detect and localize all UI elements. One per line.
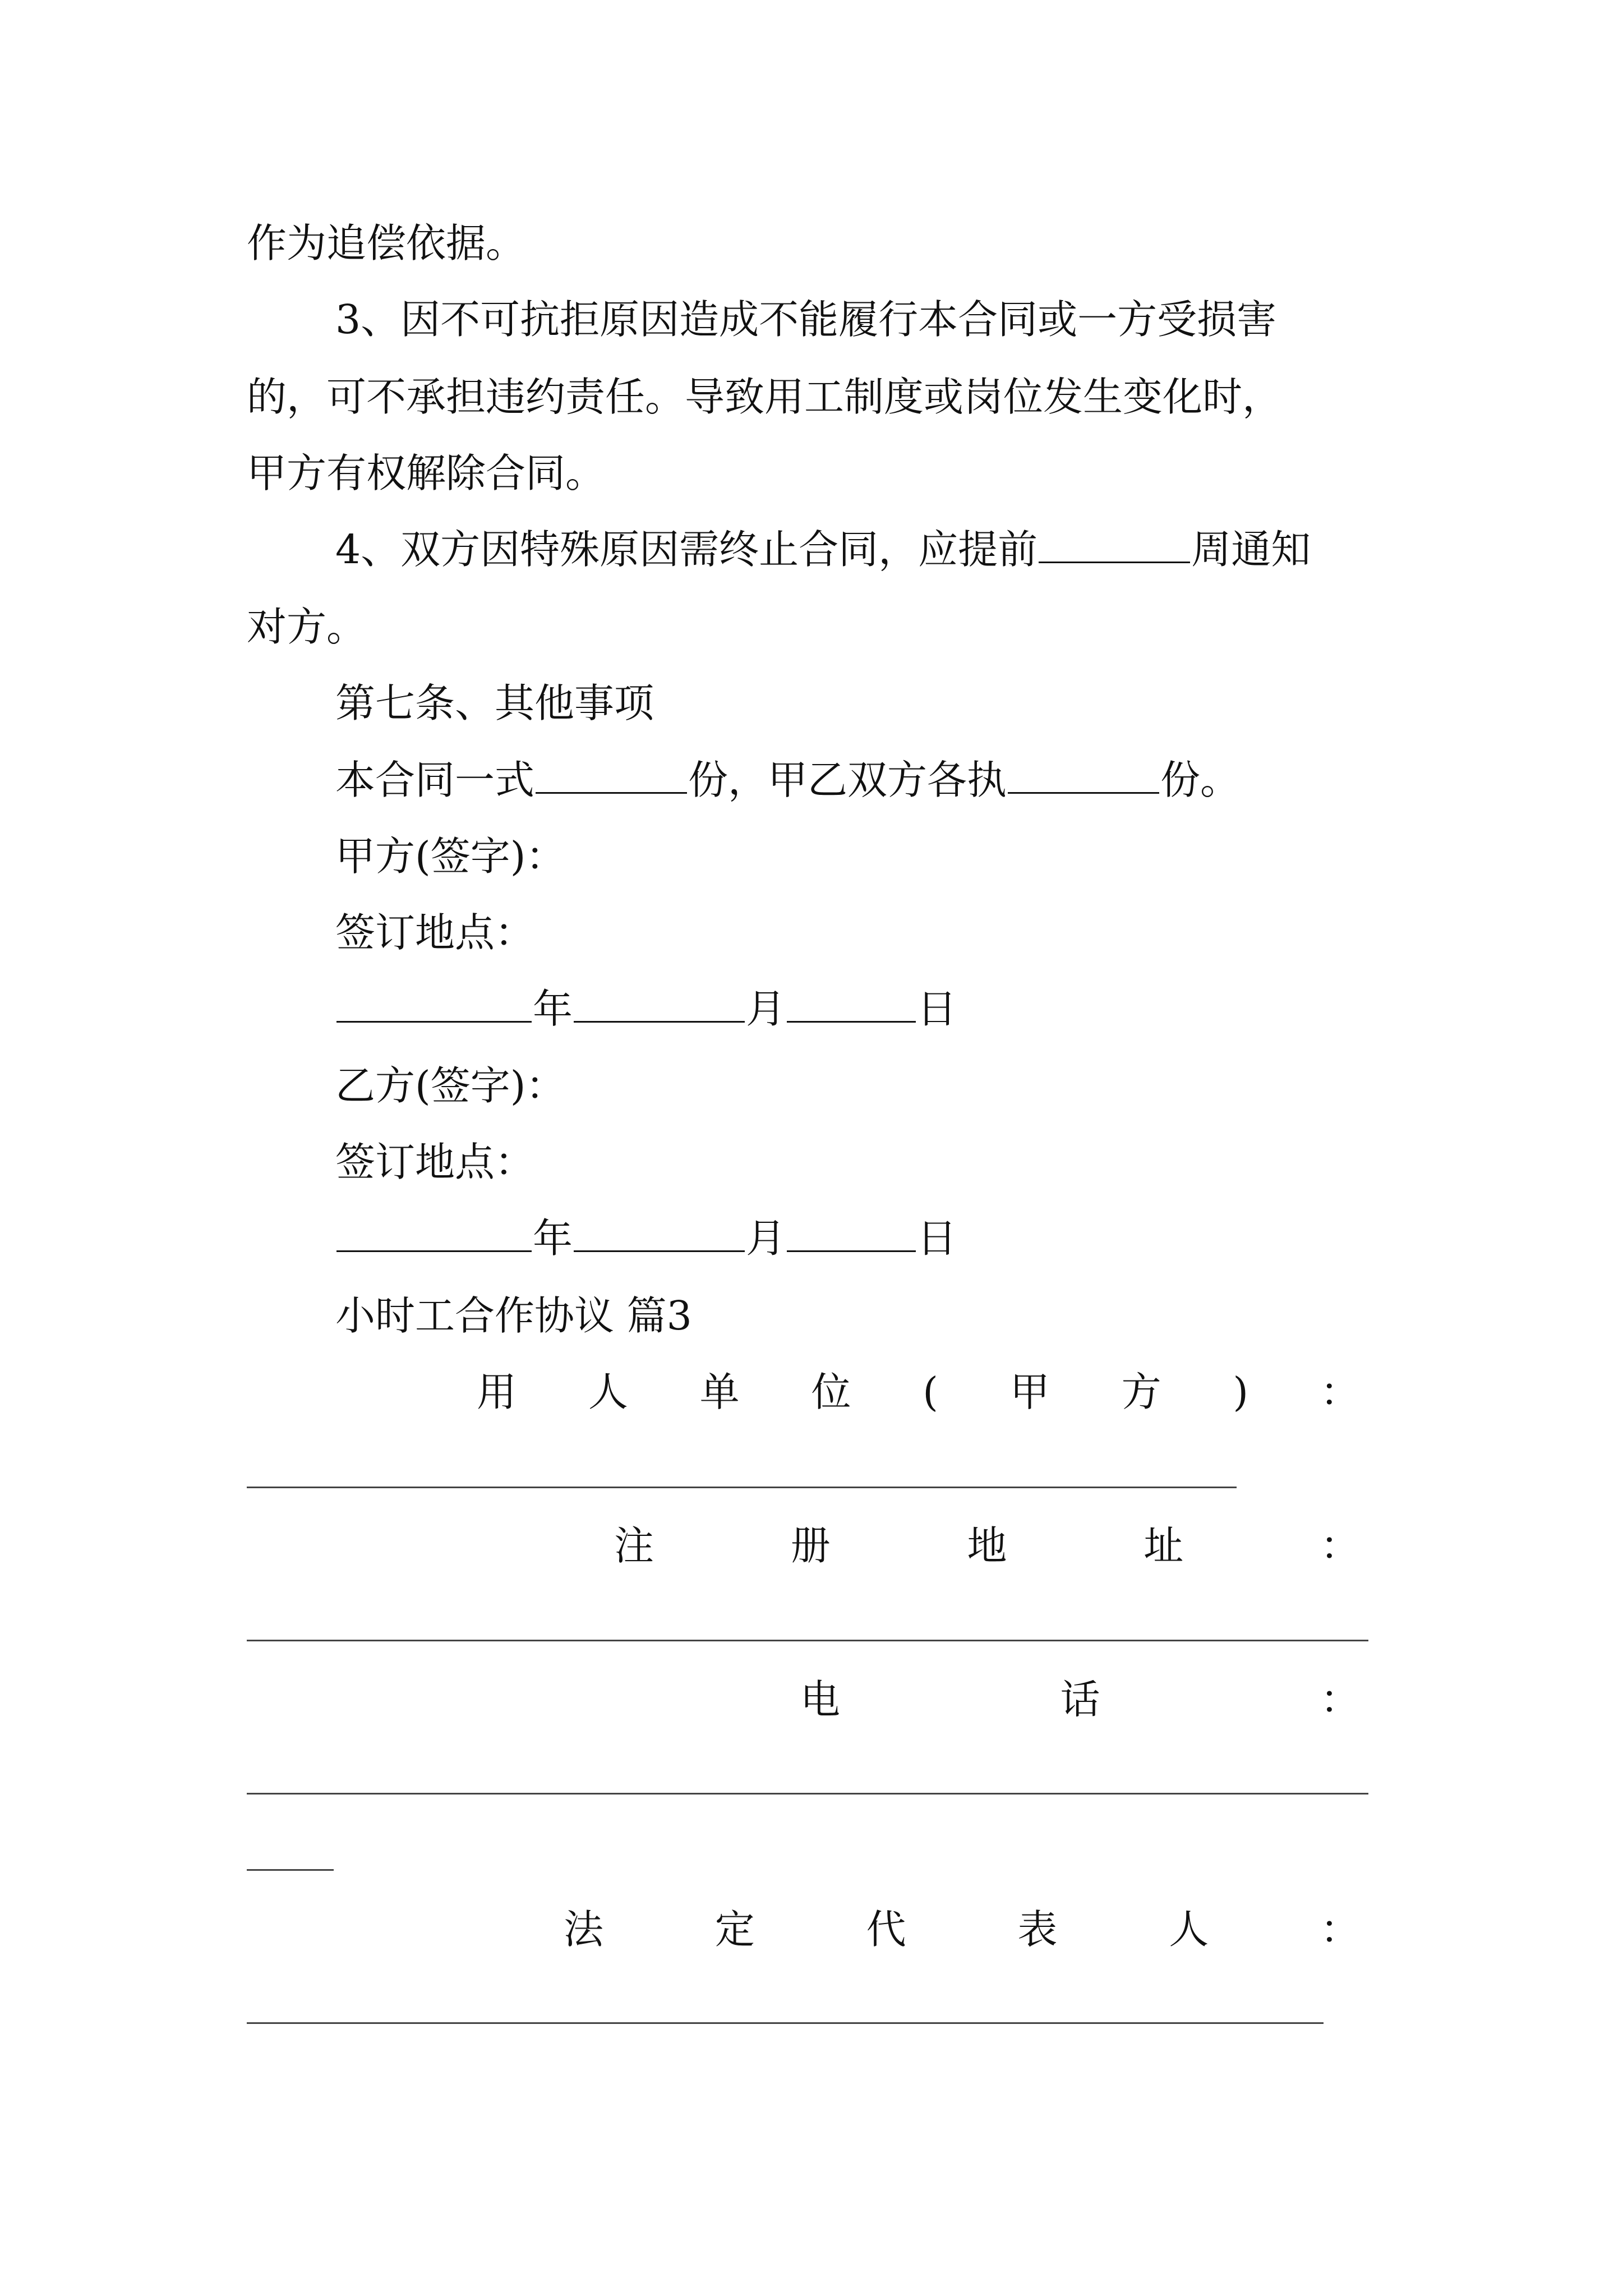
legal-rep-input-line[interactable] <box>247 2022 1324 2024</box>
label-char: ( <box>923 1369 938 1415</box>
day-label: 日 <box>917 1215 957 1262</box>
label-char: ： <box>1320 1369 1360 1415</box>
year-blank[interactable] <box>336 1021 532 1023</box>
label-char: 人 <box>588 1369 628 1415</box>
label-char: 用 <box>477 1369 517 1415</box>
day-blank[interactable] <box>787 1021 916 1023</box>
label-char: 电 <box>800 1676 841 1723</box>
label-char: 人 <box>1169 1906 1209 1953</box>
month-blank[interactable] <box>574 1250 745 1252</box>
label-char: 代 <box>866 1906 906 1953</box>
party-b-place-label: 签订地点： <box>335 1139 535 1185</box>
party-a-place-label: 签订地点： <box>335 909 535 956</box>
label-char: ) <box>1233 1369 1249 1415</box>
section-title: 小时工合作协议 篇3 <box>335 1292 692 1339</box>
address-label <box>614 1522 1360 1569</box>
label-char: 册 <box>790 1522 831 1569</box>
party-a-signature-label: 甲方(签字)： <box>335 833 566 880</box>
copies-text: 本合同一式 <box>335 757 535 803</box>
party-b-signature-label: 乙方(签字)： <box>335 1062 566 1109</box>
label-char: 址 <box>1144 1522 1184 1569</box>
total-copies-blank[interactable] <box>536 792 687 794</box>
label-char: 法 <box>564 1906 604 1953</box>
day-label: 日 <box>917 986 957 1032</box>
employer-input-line[interactable] <box>247 1487 1237 1488</box>
clause-4-line: 对方。 <box>247 604 367 650</box>
article-7-heading: 第七条、其他事项 <box>335 680 654 726</box>
copies-line <box>335 757 1241 803</box>
month-blank[interactable] <box>574 1021 745 1023</box>
day-blank[interactable] <box>787 1250 916 1252</box>
phone-label <box>800 1676 1360 1723</box>
address-input-line[interactable] <box>247 1640 1368 1641</box>
clause-4-line <box>335 526 1311 573</box>
copies-text: 份，甲乙双方各执 <box>688 757 1007 803</box>
label-char: 位 <box>811 1369 851 1415</box>
phone-input-line[interactable] <box>247 1793 1368 1795</box>
year-label: 年 <box>533 986 573 1032</box>
phone-input-line-cont[interactable] <box>247 1869 334 1871</box>
label-char: 方 <box>1121 1369 1161 1415</box>
label-char: ： <box>1320 1522 1360 1569</box>
paragraph-text: 作为追偿依据。 <box>247 220 526 266</box>
copies-text: 份。 <box>1160 757 1241 803</box>
year-blank[interactable] <box>336 1250 532 1252</box>
clause-4-text: 4、双方因特殊原因需终止合同，应提前 <box>335 526 1038 573</box>
notice-weeks-blank[interactable] <box>1039 562 1190 563</box>
month-label: 月 <box>746 1215 786 1262</box>
label-char: 甲 <box>1009 1369 1050 1415</box>
month-label: 月 <box>746 986 786 1032</box>
legal-rep-label <box>564 1906 1360 1953</box>
employer-label <box>477 1369 1360 1415</box>
label-char: 话 <box>1060 1676 1100 1723</box>
label-char: ： <box>1320 1906 1360 1953</box>
party-b-date-line <box>335 1215 957 1262</box>
year-label: 年 <box>533 1215 573 1262</box>
label-char: 表 <box>1017 1906 1058 1953</box>
clause-3-line: 3、因不可抗拒原因造成不能履行本合同或一方受损害 <box>335 296 1277 343</box>
label-char: 注 <box>614 1522 654 1569</box>
label-char: 定 <box>714 1906 755 1953</box>
label-char: 单 <box>699 1369 740 1415</box>
party-a-date-line <box>335 986 957 1032</box>
clause-3-line: 甲方有权解除合同。 <box>247 450 606 496</box>
clause-4-text: 周通知 <box>1191 526 1311 573</box>
each-copies-blank[interactable] <box>1008 792 1159 794</box>
label-char: 地 <box>967 1522 1007 1569</box>
label-char: ： <box>1320 1676 1360 1723</box>
clause-3-line: 的，可不承担违约责任。导致用工制度或岗位发生变化时， <box>247 374 1283 420</box>
